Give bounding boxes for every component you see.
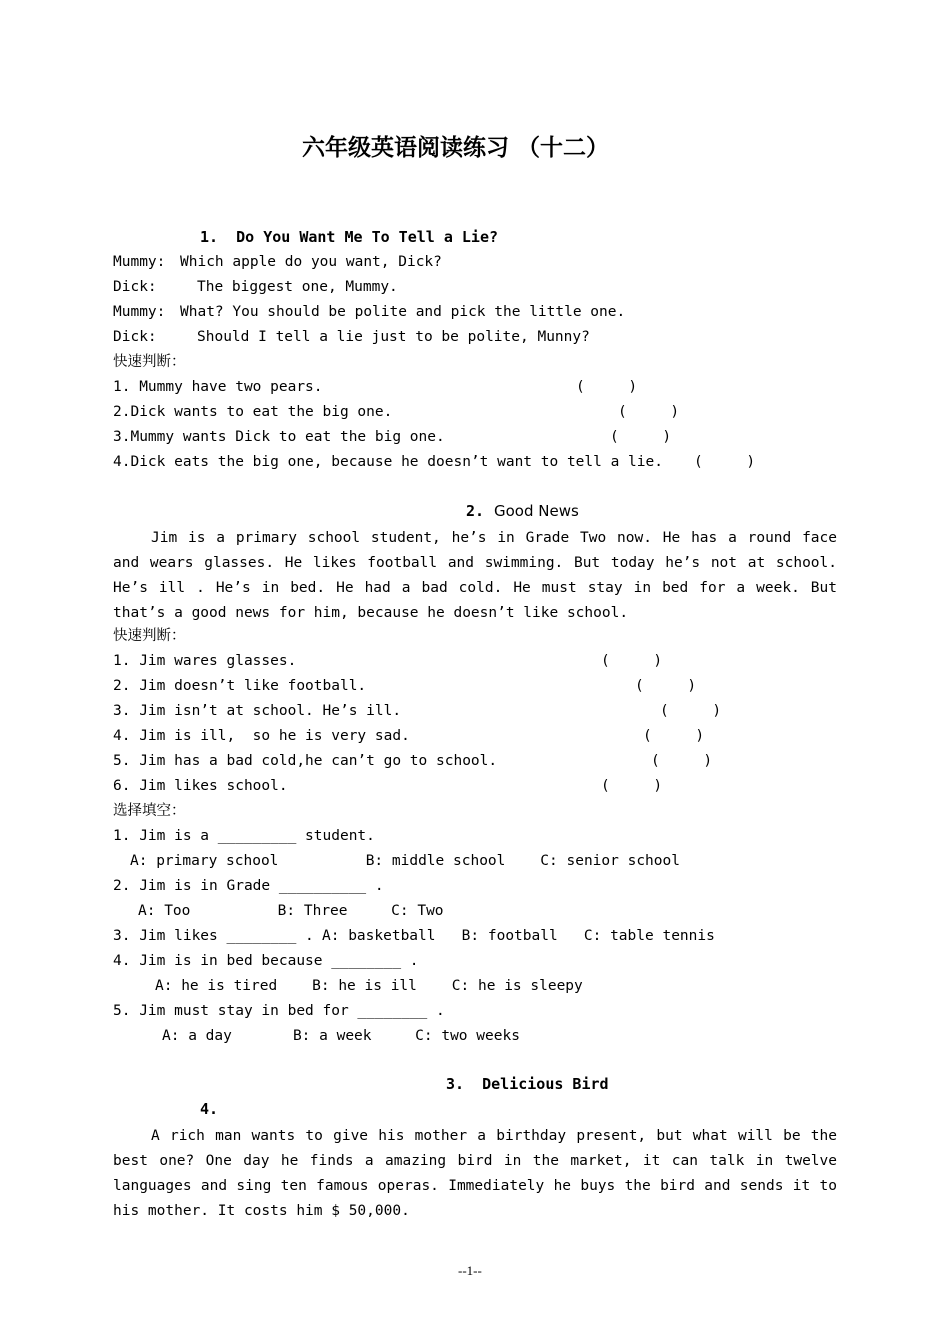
choice-question: 5. Jim must stay in bed for ________ . bbox=[113, 1003, 445, 1019]
dialogue-speaker: Dick: bbox=[113, 279, 157, 295]
quiz-item: 1. Mummy have two pears. bbox=[113, 379, 323, 395]
answer-bracket: ( ) bbox=[618, 404, 680, 420]
dialogue-line: What? You should be polite and pick the little one. bbox=[180, 304, 626, 320]
choice-options: A: Too B: Three C: Two bbox=[138, 903, 444, 919]
quiz-label: 快速判断： bbox=[113, 628, 186, 644]
dialogue-line: The biggest one, Mummy. bbox=[197, 279, 398, 295]
answer-bracket: ( ) bbox=[610, 429, 672, 445]
dialogue-speaker: Mummy: bbox=[113, 304, 166, 320]
section3-passage: A rich man wants to give his mother a birthday present, but what will be the best one? One day he finds a amazing bird in the market, it can talk in twelve languages and sing ten famous operas. Immediately he buys the bird and sends it to his mother. It costs him $ 50,000. bbox=[113, 1128, 837, 1219]
choice-question: 4. Jim is in bed because ________ . bbox=[113, 953, 419, 969]
quiz-label: 快速判断： bbox=[113, 354, 186, 370]
choice-question: 2. Jim is in Grade __________ . bbox=[113, 878, 384, 894]
choice-label: 选择填空： bbox=[113, 803, 186, 819]
choice-question: 3. Jim likes ________ . bbox=[113, 928, 314, 944]
quiz-item: 4. Jim is ill, so he is very sad. bbox=[113, 728, 410, 744]
quiz-item: 3.Mummy wants Dick to eat the big one. bbox=[113, 429, 445, 445]
page-number: --1-- bbox=[458, 1263, 482, 1278]
section3-subnumber: 4. bbox=[200, 1100, 219, 1118]
answer-bracket: ( ) bbox=[601, 653, 663, 669]
choice-options: A: a day B: a week C: two weeks bbox=[162, 1028, 520, 1044]
quiz-item: 1. Jim wares glasses. bbox=[113, 653, 297, 669]
quiz-item: 6. Jim likes school. bbox=[113, 778, 288, 794]
dialogue-speaker: Mummy: bbox=[113, 254, 166, 270]
dialogue-speaker: Dick: bbox=[113, 329, 157, 345]
choice-question: 1. Jim is a _________ student. bbox=[113, 828, 375, 844]
choice-options: A: basketball B: football C: table tennis bbox=[322, 928, 715, 944]
quiz-item: 2. Jim doesn’t like football. bbox=[113, 678, 367, 694]
choice-options: A: primary school B: middle school C: senior school bbox=[130, 853, 680, 869]
dialogue-line: Should I tell a lie just to be polite, Munny? bbox=[197, 329, 590, 345]
answer-bracket: ( ) bbox=[635, 678, 697, 694]
quiz-item: 5. Jim has a bad cold,he can’t go to school. bbox=[113, 753, 498, 769]
section1-heading: 1. Do You Want Me To Tell a Lie? bbox=[200, 228, 499, 246]
dialogue-line: Which apple do you want, Dick? bbox=[180, 254, 442, 270]
section2-heading-number: 2. bbox=[466, 502, 485, 520]
section3-heading: 3. Delicious Bird bbox=[446, 1075, 609, 1093]
answer-bracket: ( ) bbox=[643, 728, 705, 744]
choice-options: A: he is tired B: he is ill C: he is sleepy bbox=[155, 978, 583, 994]
answer-bracket: ( ) bbox=[651, 753, 713, 769]
quiz-item: 2.Dick wants to eat the big one. bbox=[113, 404, 393, 420]
answer-bracket: ( ) bbox=[660, 703, 722, 719]
page-title: 六年级英语阅读练习 （十二） bbox=[302, 135, 610, 161]
answer-bracket: ( ) bbox=[576, 379, 638, 395]
answer-bracket: ( ) bbox=[694, 454, 756, 470]
quiz-item: 3. Jim isn’t at school. He’s ill. bbox=[113, 703, 402, 719]
quiz-item: 4.Dick eats the big one, because he doesn’t want to tell a lie. bbox=[113, 454, 663, 470]
answer-bracket: ( ) bbox=[601, 778, 663, 794]
section2-heading: Good News bbox=[494, 502, 579, 520]
section2-passage: Jim is a primary school student, he’s in Grade Two now. He has a round face and wears glasses. He likes football and swimming. But today he’s not at school. He’s ill . He’s in bed. He had a bad cold. He must stay in bed for a week. But that’s a good news for him, because he doesn’t like school. bbox=[113, 530, 837, 621]
